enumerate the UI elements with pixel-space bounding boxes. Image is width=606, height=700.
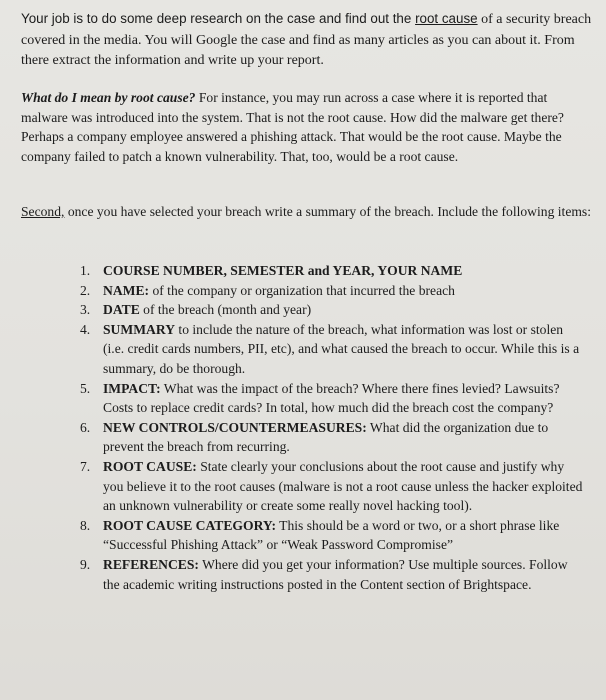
list-item xyxy=(80,516,585,555)
item-label: DATE xyxy=(103,302,140,318)
list-item xyxy=(80,300,585,320)
root-cause-explanation: For instance, you may run across a case where it is reported that malware was introduced into the system. That is not the root cause. How did the malware get there? Perhaps a company employee answered a phishing attack. That would be the root cause. Maybe the company failed to patch a known vulnerability. That, too, would be a root cause. xyxy=(21,90,564,164)
item-text: of the company or organization that incurred the breach xyxy=(149,282,455,298)
report-items-list xyxy=(80,261,585,594)
item-text: Where did you get your information? Use multiple sources. Follow the academic writing instructions posted in the Content section of Brightspace. xyxy=(103,556,568,592)
item-label: SUMMARY xyxy=(103,321,176,337)
item-number: 3. xyxy=(80,302,91,318)
item-number: 5. xyxy=(80,380,91,396)
item-text: What was the impact of the breach? Where there fines levied? Lawsuits? Costs to replace credit cards? In total, how much did the breach cost the company? xyxy=(103,380,560,416)
root-cause-question: What do I mean by root cause? xyxy=(21,90,196,105)
list-item xyxy=(80,457,585,516)
item-label: IMPACT: xyxy=(103,380,161,396)
item-text: What did the organization due to prevent the breach from recurring. xyxy=(103,419,549,455)
second-text: once you have selected your breach write a summary of the breach. Include the following items: xyxy=(64,204,591,219)
list-item xyxy=(80,261,585,281)
item-label: ROOT CAUSE: xyxy=(103,458,197,474)
item-text: This should be a word or two, or a short phrase like “Successful Phishing Attack” or “Weak Password Compromise” xyxy=(103,517,560,553)
item-number: 8. xyxy=(80,517,91,533)
item-text: of the breach (month and year) xyxy=(139,302,312,318)
list-item xyxy=(80,320,585,379)
intro-text-end: of a security breach covered in the media. You will Google the case and find as many articles as you can about it. From there extract the information and write up your report. xyxy=(21,12,592,69)
list-item xyxy=(80,379,585,418)
item-label: NEW CONTROLS/COUNTERMEASURES: xyxy=(103,419,367,435)
list-item xyxy=(80,555,585,594)
item-number: 6. xyxy=(80,419,91,435)
item-label: REFERENCES: xyxy=(103,556,199,572)
item-number: 9. xyxy=(80,556,91,572)
intro-paragraph xyxy=(21,9,596,71)
item-number: 4. xyxy=(80,321,91,337)
root-cause-paragraph xyxy=(21,88,596,166)
second-paragraph xyxy=(21,202,596,222)
item-text: to include the nature of the breach, what information was lost or stolen (i.e. credit cards numbers, PII, etc), and what caused the breach to occur. While this is a summary, do be thorough. xyxy=(103,321,580,376)
item-number: 7. xyxy=(80,458,91,474)
item-number: 2. xyxy=(80,282,91,298)
item-label: NAME: xyxy=(103,282,150,298)
intro-text-start: Your job is to do some deep research on the case and find out the xyxy=(21,11,416,26)
item-label: ROOT CAUSE CATEGORY: xyxy=(103,517,277,533)
list-item xyxy=(80,418,585,457)
item-text: State clearly your conclusions about the root cause and justify why you believe it to the root causes (malware is not a root cause unless the hacker exploited an unknown vulnerability or create some really novel hacking tool). xyxy=(103,458,583,514)
list-item xyxy=(80,281,585,301)
item-number: 1. xyxy=(80,263,91,278)
root-cause-underlined: root cause xyxy=(415,11,478,26)
item-label: COURSE NUMBER, SEMESTER and YEAR, YOUR NAME xyxy=(103,263,463,278)
second-lead: Second, xyxy=(21,204,65,219)
